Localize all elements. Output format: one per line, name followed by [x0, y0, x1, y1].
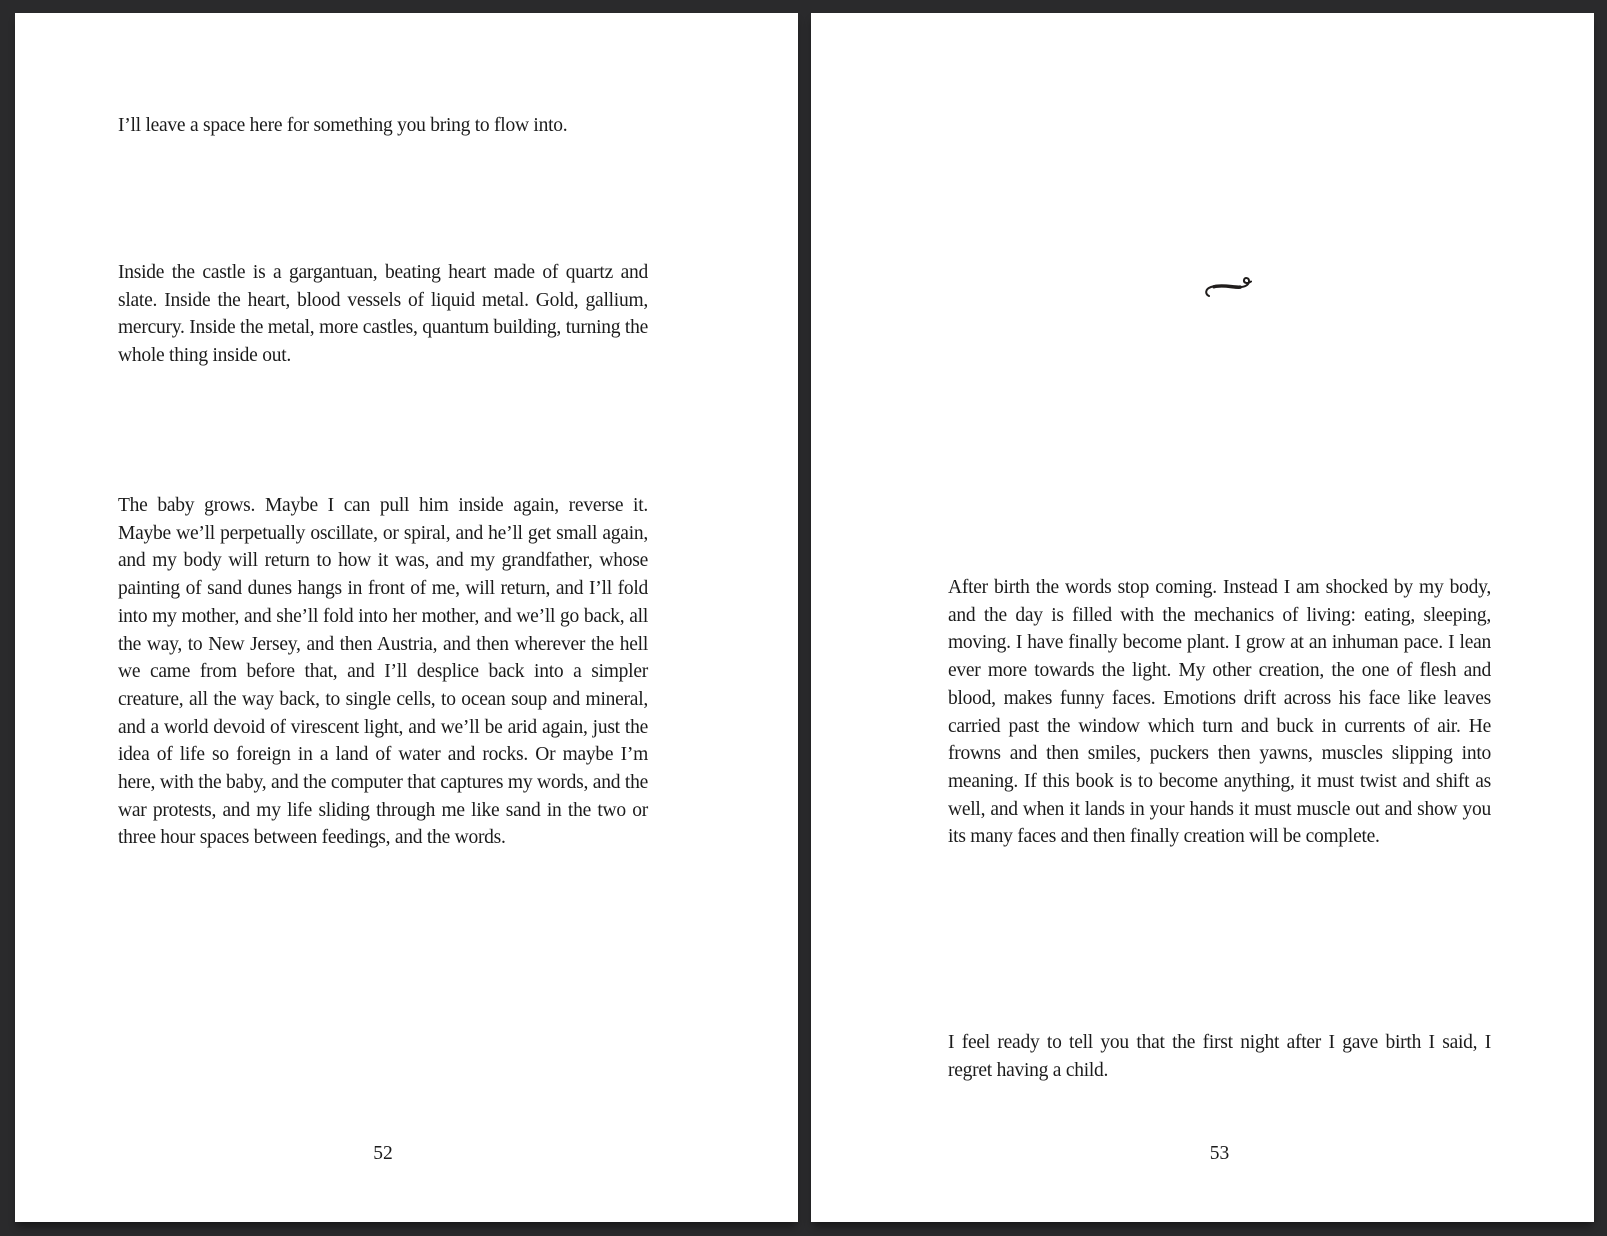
page-right	[811, 13, 1594, 1222]
swash-flourish-icon	[948, 274, 1491, 298]
left-paragraph-2: Inside the castle is a gargantuan, beating heart made of quartz and slate. Inside the heart, blood vessels of liquid metal. Gold, gallium, mercury. Inside the metal, more castles, quantum building, turning the whole thing inside out.	[118, 262, 648, 367]
page-number-right: 53	[1209, 1143, 1230, 1164]
left-paragraph-3: The baby grows. Maybe I can pull him inside again, reverse it. Maybe we’ll perpetually oscillate, or spiral, and he’ll get small again, and my body will return to how it was, and my grandfather, whose painting of sand dunes hangs in front of me, will return, and I’ll fold into my mother, and she’ll fold into her mother, and we’ll go back, all the way, to New Jersey, and then Austria, and then wherever the hell we came from before that, and I’ll desplice back into a simpler creature, all the way back, to single cells, to ocean soup and mineral, and a world devoid of virescent light, and we’ll be arid again, just the idea of life so foreign in a land of water and rocks. Or maybe I’m here, with the baby, and the computer that captures my words, and the war protests, and my life sliding through me like sand in the two or three hour spaces between feedings, and the words.	[118, 495, 648, 849]
page-left	[15, 13, 798, 1222]
left-paragraph-1: I’ll leave a space here for something you bring to flow into.	[118, 115, 568, 136]
right-paragraph-1: After birth the words stop coming. Instead I am shocked by my body, and the day is filled with the mechanics of living: eating, sleeping, moving. I have finally become plant. I grow at an inhuman pace. I lean ever more towards the light. My other creation, the one of flesh and blood, makes funny faces. Emotions drift across his face like leaves carried past the window which turn and buck in currents of air. He frowns and then smiles, puckers then yawns, muscles slipping into meaning. If this book is to become anything, it must twist and shift as well, and when it lands in your hands it must muscle out and show you its many faces and then finally creation will be complete.	[948, 577, 1491, 848]
page-number-left: 52	[373, 1143, 393, 1164]
right-paragraph-2: I feel ready to tell you that the first night after I gave birth I said, I regret having a child.	[948, 1032, 1491, 1081]
